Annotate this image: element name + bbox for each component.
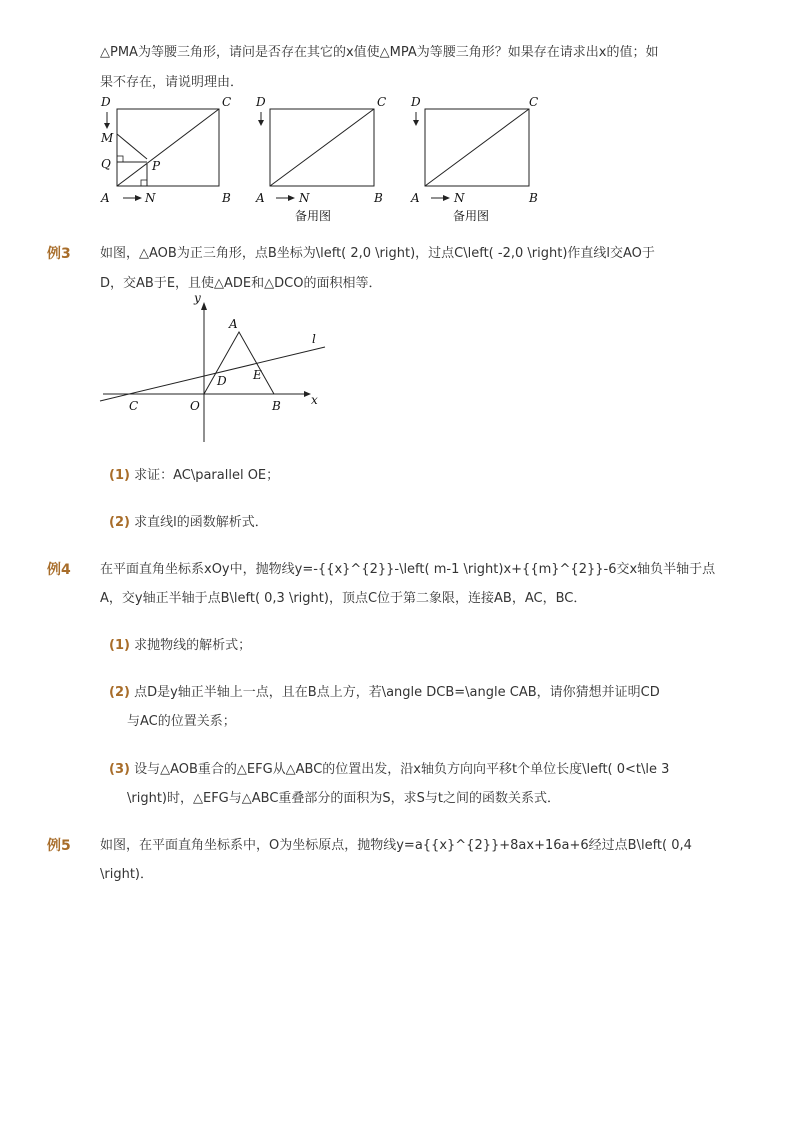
figure-backup-2 (405, 92, 555, 227)
right-angle-n (141, 180, 147, 186)
label-b: B (529, 191, 538, 205)
backup-caption: 备用图 (453, 209, 490, 223)
label-n: N (145, 191, 156, 205)
q1-text: 求证：AC\parallel OE； (134, 468, 280, 483)
example-3-line-1: 如图，△AOB为正三角形，点B坐标为\left( 2,0 \right)，过点C\left( -2,0 \right)作直线l交AO于 (100, 246, 655, 261)
label-c: C (222, 95, 232, 109)
q1-number: (1) (109, 638, 130, 653)
example-3-q1 (109, 467, 279, 485)
arrow-right-head (443, 195, 450, 201)
example-4-q2-cont: 与AC的位置关系； (127, 714, 236, 729)
label-e: E (253, 368, 262, 382)
segment-mp (117, 134, 147, 159)
label-c: C (377, 95, 387, 109)
example-3-line-2: D，交AB于E，且使△ADE和△DCO的面积相等． (100, 276, 382, 291)
label-b: B (374, 191, 383, 205)
label-n: N (454, 191, 465, 205)
label-d: D (101, 95, 111, 109)
example-5-line-2: \right)． (100, 867, 153, 882)
example-3-label: 例3 (47, 246, 71, 262)
figure-backup-1 (250, 92, 400, 227)
figure-rect-main (95, 92, 245, 217)
backup-caption: 备用图 (295, 209, 332, 223)
label-c: C (529, 95, 539, 109)
example-4-q1 (109, 637, 251, 655)
label-a: A (101, 191, 110, 205)
label-o: O (190, 399, 200, 413)
label-b: B (272, 399, 281, 413)
q3-number: (3) (109, 762, 130, 777)
label-d: D (411, 95, 421, 109)
arrow-down-head (104, 123, 110, 129)
label-b: B (222, 191, 231, 205)
diagonal-ac (117, 109, 219, 186)
intro-line-2: 果不存在，请说明理由． (100, 75, 244, 90)
intro-line-1: △PMA为等腰三角形，请问是否存在其它的x值使△MPA为等腰三角形？如果存在请求出x的值；如 (100, 45, 659, 60)
label-y: y (194, 291, 201, 305)
q1-text: 求抛物线的解析式； (134, 638, 252, 653)
triangle-aob (204, 332, 274, 394)
label-x: x (311, 393, 318, 407)
diagonal-ac (425, 109, 529, 186)
label-a: A (256, 191, 265, 205)
example-3-q2 (109, 514, 268, 532)
example-5-label: 例5 (47, 838, 71, 854)
example-4-label: 例4 (47, 562, 71, 578)
label-c: C (129, 399, 139, 413)
q3-text-line-1: 设与△AOB重合的△EFG从△ABC的位置出发，沿x轴负方向向平移t个单位长度\left( 0<t\le 3 (134, 762, 670, 777)
example-4-q3 (109, 761, 669, 779)
arrow-right-head (135, 195, 142, 201)
label-d: D (256, 95, 266, 109)
line-l (100, 347, 325, 401)
arrow-down-head (413, 120, 419, 126)
example-4-line-1: 在平面直角坐标系xOy中，抛物线y=-{{x}^{2}}-\left( m-1 \right)x+{{m}^{2}}-6交x轴负半轴于点 (100, 562, 716, 577)
q2-number: (2) (109, 515, 130, 530)
q2-text-line-1: 点D是y轴正半轴上一点，且在B点上方，若\angle DCB=\angle CAB，请你猜想并证明CD (134, 685, 660, 700)
label-n: N (299, 191, 310, 205)
y-axis-arrow (201, 302, 207, 310)
label-a: A (229, 317, 238, 331)
example-4-line-2: A，交y轴正半轴于点B\left( 0,3 \right)，顶点C位于第二象限，连接AB，AC，BC． (100, 591, 587, 606)
right-angle-q (117, 156, 123, 162)
label-p: P (152, 159, 161, 173)
label-l: l (312, 332, 316, 346)
arrow-right-head (288, 195, 295, 201)
arrow-down-head (258, 120, 264, 126)
example-4-q2 (109, 684, 660, 702)
diagonal-ac (270, 109, 374, 186)
label-m: M (101, 131, 114, 145)
q1-number: (1) (109, 468, 130, 483)
example-4-q3-cont: \right)时，△EFG与△ABC重叠部分的面积为S，求S与t之间的函数关系式． (127, 791, 561, 806)
example-5-line-1: 如图，在平面直角坐标系中，O为坐标原点，抛物线y=a{{x}^{2}}+8ax+16a+6经过点B\left( 0,4 (100, 838, 692, 853)
label-d: D (217, 374, 227, 388)
label-q: Q (101, 157, 111, 171)
x-axis-arrow (304, 391, 311, 397)
q2-number: (2) (109, 685, 130, 700)
q2-text: 求直线l的函数解析式． (134, 515, 268, 530)
label-a: A (411, 191, 420, 205)
figure-example-3 (98, 292, 333, 447)
